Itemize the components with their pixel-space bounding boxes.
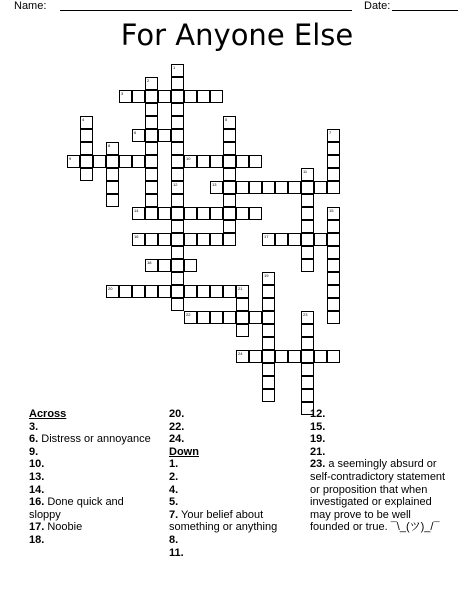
grid-cell[interactable] [171,233,184,246]
grid-cell[interactable] [171,142,184,155]
grid-cell[interactable] [80,129,93,142]
grid-cell[interactable] [223,194,236,207]
cell-number: 3 [121,91,124,96]
grid-cell[interactable] [171,259,184,272]
grid-cell[interactable] [275,181,288,194]
grid-cell[interactable] [210,285,223,298]
grid-cell[interactable] [262,376,275,389]
clue-number: 2. [169,470,179,483]
cell-number: 23 [303,312,308,317]
clue-item [29,446,157,459]
cell-number: 16 [134,234,139,239]
clue-item [169,509,299,534]
grid-cell[interactable] [236,181,249,194]
grid-cell[interactable] [145,285,158,298]
grid-cell[interactable] [171,246,184,259]
grid-cell[interactable] [301,207,314,220]
grid-cell[interactable] [262,285,275,298]
clue-number: 23. [310,458,326,471]
clue-text: Noobie [44,521,83,534]
clue-number: 13. [29,470,45,483]
grid-cell[interactable] [145,142,158,155]
grid-cell[interactable] [158,129,171,142]
grid-cell[interactable] [106,285,119,298]
grid-cell[interactable] [236,155,249,168]
grid-cell[interactable] [275,350,288,363]
clue-item [29,484,157,497]
grid-cell[interactable] [327,233,340,246]
clue-item [29,496,157,521]
clue-number: 21. [310,445,326,458]
grid-cell[interactable] [106,142,119,155]
clue-number: 10. [29,458,45,471]
grid-cell[interactable] [314,350,327,363]
grid-cell[interactable] [327,220,340,233]
grid-cell[interactable] [197,155,210,168]
grid-cell[interactable] [171,77,184,90]
grid-cell[interactable] [93,155,106,168]
grid-cell[interactable] [171,155,184,168]
clue-number: 15. [310,420,326,433]
grid-cell[interactable] [288,181,301,194]
clue-item [29,433,157,446]
grid-cell[interactable] [301,324,314,337]
grid-cell[interactable] [262,311,275,324]
grid-cell[interactable] [262,233,275,246]
grid-cell[interactable] [119,155,132,168]
cell-number: 24 [238,351,243,356]
grid-cell[interactable] [210,207,223,220]
clue-text: Your belief about something or anything [169,508,278,534]
grid-cell[interactable] [223,220,236,233]
grid-cell[interactable] [223,233,236,246]
grid-cell[interactable] [223,168,236,181]
grid-cell[interactable] [171,298,184,311]
grid-cell[interactable] [223,181,236,194]
grid-cell[interactable] [236,285,249,298]
grid-cell[interactable] [197,285,210,298]
grid-cell[interactable] [80,142,93,155]
grid-cell[interactable] [67,155,80,168]
clue-item [169,408,299,421]
grid-cell[interactable] [132,155,145,168]
grid-cell[interactable] [106,181,119,194]
grid-cell[interactable] [327,350,340,363]
grid-cell[interactable] [236,207,249,220]
grid-cell[interactable] [327,272,340,285]
clue-item [29,534,157,547]
clue-item [310,421,450,434]
grid-cell[interactable] [184,90,197,103]
clue-item [169,421,299,434]
grid-cell[interactable] [145,103,158,116]
grid-cell[interactable] [171,64,184,77]
grid-cell[interactable] [223,311,236,324]
clue-item [169,547,299,560]
grid-cell[interactable] [275,233,288,246]
grid-cell[interactable] [145,129,158,142]
grid-cell[interactable] [262,181,275,194]
clue-item [169,458,299,471]
clue-number: 14. [29,483,45,496]
grid-cell[interactable] [132,129,145,142]
cell-number: 9 [69,156,72,161]
grid-cell[interactable] [223,285,236,298]
grid-cell[interactable] [210,311,223,324]
grid-cell[interactable] [171,168,184,181]
grid-cell[interactable] [171,103,184,116]
cell-number: 8 [108,143,111,148]
grid-cell[interactable] [249,350,262,363]
grid-cell[interactable] [171,116,184,129]
clue-item [169,534,299,547]
grid-cell[interactable] [132,90,145,103]
grid-cell[interactable] [171,272,184,285]
grid-cell[interactable] [301,233,314,246]
grid-cell[interactable] [171,220,184,233]
grid-cell[interactable] [171,207,184,220]
clue-item [29,521,157,534]
clue-text: Distress or annoyance [38,433,151,446]
grid-cell[interactable] [262,350,275,363]
grid-cell[interactable] [314,181,327,194]
grid-cell[interactable] [80,168,93,181]
grid-cell[interactable] [301,194,314,207]
grid-cell[interactable] [106,168,119,181]
grid-cell[interactable] [262,337,275,350]
cell-number: 4 [82,117,85,122]
clue-number: 17. [29,521,45,534]
clue-item [169,433,299,446]
grid-cell[interactable] [197,90,210,103]
grid-cell[interactable] [197,207,210,220]
grid-cell[interactable] [327,207,340,220]
grid-cell[interactable] [327,129,340,142]
grid-cell[interactable] [262,324,275,337]
cell-number: 20 [108,286,113,291]
grid-cell[interactable] [210,233,223,246]
grid-cell[interactable] [119,285,132,298]
grid-cell[interactable] [171,90,184,103]
cell-number: 15 [329,208,334,213]
grid-cell[interactable] [327,311,340,324]
clue-number: 22. [169,420,185,433]
grid-cell[interactable] [132,233,145,246]
grid-cell[interactable] [301,363,314,376]
grid-cell[interactable] [171,181,184,194]
grid-cell[interactable] [262,389,275,402]
grid-cell[interactable] [301,246,314,259]
clue-item [29,471,157,484]
grid-cell[interactable] [184,285,197,298]
clue-item [169,484,299,497]
grid-cell[interactable] [314,233,327,246]
grid-cell[interactable] [262,298,275,311]
clue-number: 20. [169,408,185,420]
grid-cell[interactable] [119,90,132,103]
grid-cell[interactable] [301,168,314,181]
grid-cell[interactable] [210,90,223,103]
grid-cell[interactable] [327,259,340,272]
grid-cell[interactable] [249,181,262,194]
grid-cell[interactable] [145,90,158,103]
grid-cell[interactable] [145,168,158,181]
grid-cell[interactable] [158,285,171,298]
clue-number: 9. [29,445,39,458]
grid-cell[interactable] [106,194,119,207]
clue-number: 5. [169,496,179,509]
grid-cell[interactable] [236,311,249,324]
name-label: Name: [14,0,47,12]
clue-item [310,433,450,446]
grid-cell[interactable] [210,181,223,194]
grid-cell[interactable] [327,142,340,155]
grid-cell[interactable] [288,350,301,363]
grid-cell[interactable] [249,155,262,168]
cell-number: 12 [173,182,178,187]
clue-number: 6. [29,433,39,446]
clue-column-3 [310,408,450,534]
clue-item [310,446,450,459]
grid-cell[interactable] [184,259,197,272]
grid-cell[interactable] [197,311,210,324]
grid-cell[interactable] [171,285,184,298]
grid-cell[interactable] [171,129,184,142]
grid-cell[interactable] [158,233,171,246]
clue-number: 8. [169,533,179,546]
clue-number: 18. [29,533,45,546]
grid-cell[interactable] [301,259,314,272]
grid-cell[interactable] [262,272,275,285]
grid-cell[interactable] [145,194,158,207]
grid-cell[interactable] [301,389,314,402]
grid-cell[interactable] [184,155,197,168]
grid-cell[interactable] [158,259,171,272]
cell-number: 19 [264,273,269,278]
page-title: For Anyone Else [120,18,354,52]
grid-cell[interactable] [158,207,171,220]
cell-number: 2 [147,78,150,83]
clue-text: Done quick and sloppy [29,496,124,521]
clue-item [310,458,450,534]
grid-cell[interactable] [145,181,158,194]
clue-number: 4. [169,483,179,496]
grid-cell[interactable] [301,311,314,324]
cell-number: 21 [238,286,243,291]
cell-number: 13 [212,182,217,187]
cell-number: 14 [134,208,139,213]
grid-cell[interactable] [80,116,93,129]
clue-number: 24. [169,433,185,446]
grid-cell[interactable] [184,311,197,324]
cell-number: 10 [186,156,191,161]
grid-cell[interactable] [197,233,210,246]
grid-cell[interactable] [223,155,236,168]
clue-number: 11. [169,546,184,559]
clue-text: a seemingly absurd or self-contradictory statement or proposition that when investigated or explained may prove to be well founded or true. ¯\_(ツ)_/¯ [310,458,446,534]
grid-cell[interactable] [327,155,340,168]
grid-cell[interactable] [327,298,340,311]
grid-cell[interactable] [223,116,236,129]
clue-number: 12. [310,408,326,420]
clue-number: 19. [310,433,326,446]
clue-item [29,421,157,434]
grid-cell[interactable] [288,233,301,246]
grid-cell[interactable] [158,90,171,103]
clue-number: 16. [29,496,45,509]
grid-cell[interactable] [145,155,158,168]
grid-cell[interactable] [301,376,314,389]
grid-cell[interactable] [301,181,314,194]
grid-cell[interactable] [80,155,93,168]
grid-cell[interactable] [132,285,145,298]
cell-number: 6 [134,130,137,135]
grid-cell[interactable] [301,220,314,233]
grid-cell[interactable] [210,155,223,168]
grid-cell[interactable] [236,298,249,311]
clue-item [310,408,450,421]
cell-number: 1 [173,65,176,70]
clue-section-heading: Across [29,408,67,420]
grid-cell[interactable] [223,142,236,155]
clue-number: 3. [29,420,39,433]
grid-cell[interactable] [327,181,340,194]
clue-column-2 [169,408,299,559]
grid-cell[interactable] [132,207,145,220]
grid-cell[interactable] [301,337,314,350]
clue-column-1 [29,408,157,547]
grid-cell[interactable] [249,207,262,220]
grid-cell[interactable] [145,207,158,220]
clue-item [169,471,299,484]
grid-cell[interactable] [171,194,184,207]
grid-cell[interactable] [249,311,262,324]
grid-cell[interactable] [184,233,197,246]
grid-cell[interactable] [327,168,340,181]
grid-cell[interactable] [145,259,158,272]
grid-cell[interactable] [106,155,119,168]
clue-item [29,458,157,471]
grid-cell[interactable] [301,350,314,363]
clue-number: 7. [169,508,179,521]
grid-cell[interactable] [223,129,236,142]
grid-cell[interactable] [327,246,340,259]
clue-item [169,496,299,509]
grid-cell[interactable] [236,350,249,363]
grid-cell[interactable] [223,207,236,220]
grid-cell[interactable] [145,77,158,90]
grid-cell[interactable] [184,207,197,220]
grid-cell[interactable] [145,233,158,246]
cell-number: 17 [264,234,269,239]
cell-number: 7 [329,130,332,135]
clue-number: 1. [169,458,179,471]
date-label: Date: [364,0,391,12]
grid-cell[interactable] [236,324,249,337]
cell-number: 22 [186,312,191,317]
clue-section-heading: Down [169,445,199,458]
grid-cell[interactable] [327,285,340,298]
cell-number: 11 [303,169,308,174]
cell-number: 5 [225,117,228,122]
grid-cell[interactable] [145,116,158,129]
cell-number: 18 [147,260,152,265]
grid-cell[interactable] [262,363,275,376]
